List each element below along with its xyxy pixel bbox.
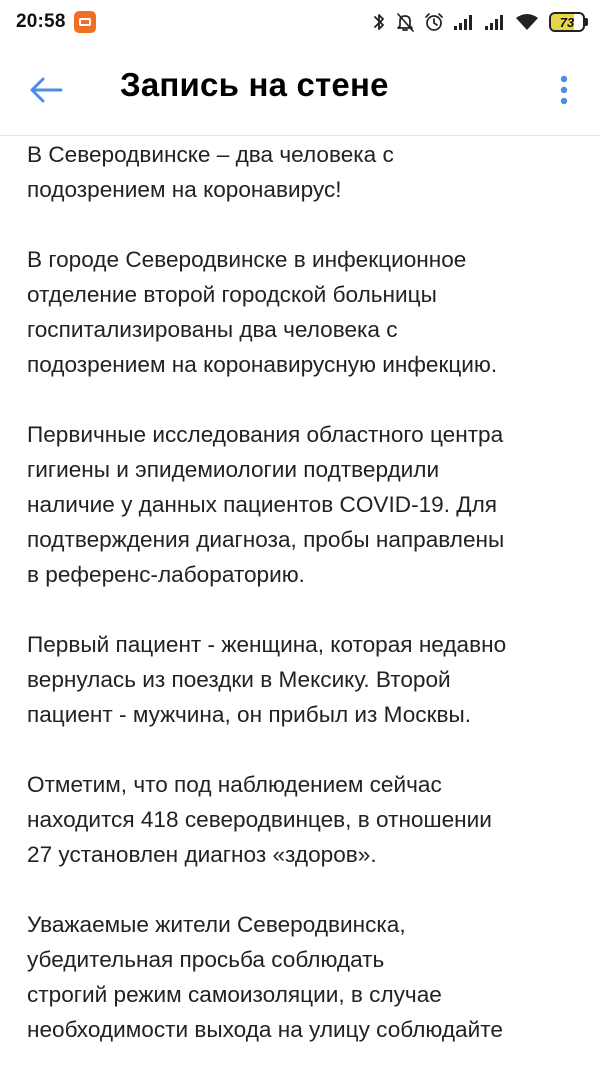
post-line: пациент - мужчина, он прибыл из Москвы. xyxy=(27,702,471,727)
signal-icon xyxy=(453,13,475,31)
post-line: Отметим, что под наблюдением сейчас xyxy=(27,772,442,797)
battery-level: 73 xyxy=(559,14,575,30)
signal-icon xyxy=(484,13,506,31)
post-line: гигиены и эпидемиологии подтвердили xyxy=(27,457,440,482)
app-bar xyxy=(0,44,600,136)
post-paragraph xyxy=(27,417,582,592)
post-line: В городе Северодвинске в инфекционное xyxy=(27,247,467,272)
more-vertical-icon xyxy=(560,75,568,105)
post-line: в референс-лабораторию. xyxy=(27,562,305,587)
post-paragraph xyxy=(27,137,582,207)
post-line: подтверждения диагноза, пробы направлены xyxy=(27,527,505,552)
post-line: Первый пациент - женщина, которая недавно xyxy=(27,632,507,657)
post-text xyxy=(27,137,582,1047)
post-paragraph xyxy=(27,627,582,732)
wifi-icon xyxy=(515,13,539,31)
post-line: находится 418 северодвинцев, в отношении xyxy=(27,807,492,832)
post-line: 27 установлен диагноз «здоров». xyxy=(27,842,377,867)
mute-icon xyxy=(395,12,415,32)
post-line: вернулась из поездки в Мексику. Второй xyxy=(27,667,451,692)
battery-cap xyxy=(585,18,588,26)
status-bar xyxy=(0,0,600,44)
post-line: необходимости выхода на улицу соблюдайте xyxy=(27,1017,503,1042)
status-left xyxy=(16,11,96,33)
battery-indicator xyxy=(549,12,585,32)
post-line: Первичные исследования областного центра xyxy=(27,422,504,447)
post-line: подозрением на коронавирус! xyxy=(27,177,342,202)
page-title: Запись на стене xyxy=(120,66,389,103)
post-line: госпитализированы два человека с xyxy=(27,317,398,342)
battery-icon xyxy=(549,12,588,32)
post-line: строгий режим самоизоляции, в случае xyxy=(27,982,442,1007)
post-line: убедительная просьба соблюдать xyxy=(27,947,385,972)
more-options-button[interactable] xyxy=(552,70,576,110)
post-line: наличие у данных пациентов COVID-19. Для xyxy=(27,492,498,517)
post-paragraph xyxy=(27,767,582,872)
alarm-icon xyxy=(424,12,444,32)
post-line: отделение второй городской больницы xyxy=(27,282,437,307)
status-time: 20:58 xyxy=(16,11,66,32)
post-paragraph xyxy=(27,242,582,382)
bluetooth-icon xyxy=(372,12,386,32)
back-button[interactable] xyxy=(24,70,68,110)
app-notification-icon xyxy=(74,11,96,33)
status-right xyxy=(363,12,588,32)
post-paragraph xyxy=(27,907,582,1047)
post-line: подозрением на коронавирусную инфекцию. xyxy=(27,352,498,377)
arrow-left-icon xyxy=(29,76,63,104)
post-line: Уважаемые жители Северодвинска, xyxy=(27,912,406,937)
post-line: В Северодвинске – два человека с xyxy=(27,142,394,167)
